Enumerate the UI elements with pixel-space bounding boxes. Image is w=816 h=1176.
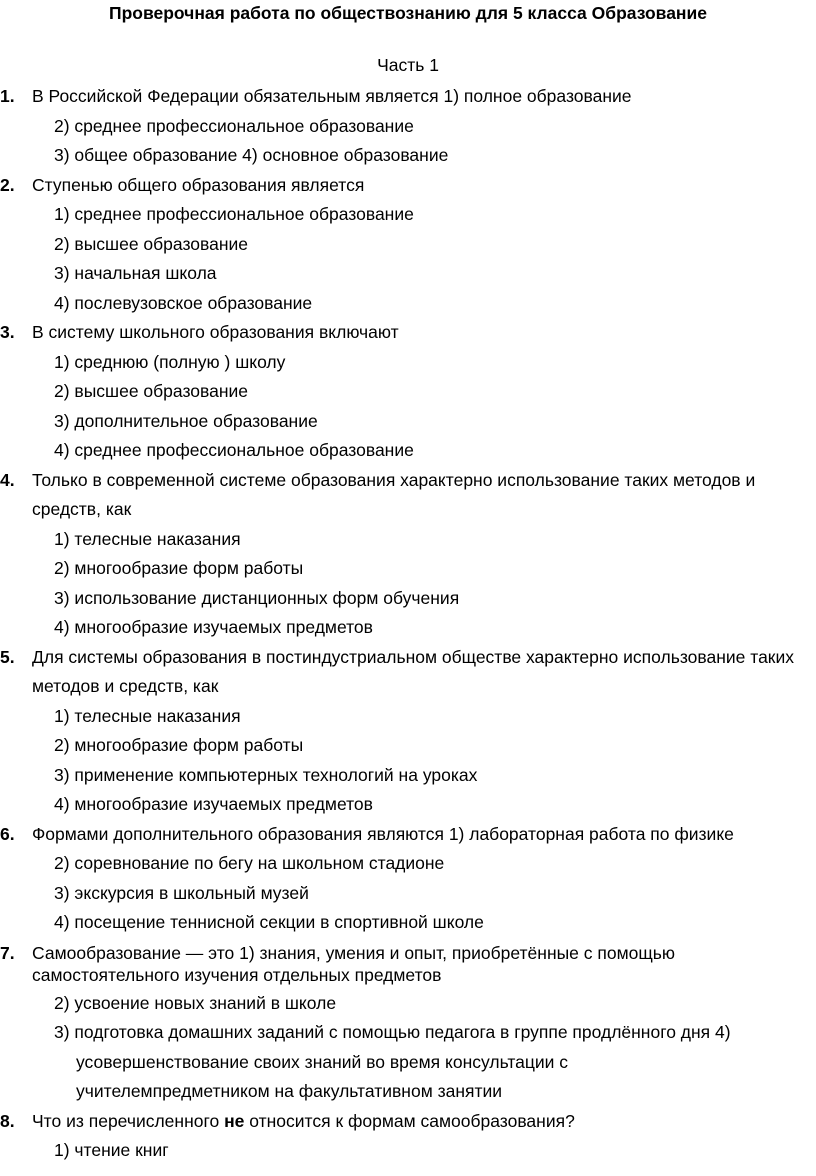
question-text: Только в современной системе образования характерно использование таких методов и средств, как xyxy=(32,469,756,519)
answer-option: 1) среднюю (полную ) школу xyxy=(54,351,286,372)
answer-option: 4) многообразие изучаемых предметов xyxy=(54,794,373,814)
answer-option: 1) телесные наказания xyxy=(54,528,241,549)
question-6 xyxy=(0,820,816,938)
question-text: В Российской Федерации обязательным является 1) полное образование xyxy=(32,86,632,106)
question-number: 4. xyxy=(0,469,15,490)
answer-option: 3) экскурсия в школьный музей xyxy=(54,882,309,903)
question-text: Ступенью общего образования является xyxy=(32,174,365,195)
answer-option: 2) усвоение новых знаний в школе xyxy=(54,992,337,1013)
question-4 xyxy=(0,466,816,643)
question-number: 7. xyxy=(0,942,15,963)
question-7 xyxy=(0,938,816,1107)
question-list xyxy=(0,82,816,1166)
question-5 xyxy=(0,643,816,820)
answer-option: 2) высшее образование xyxy=(54,233,249,254)
answer-option: 3) общее образование 4) основное образование xyxy=(54,145,449,165)
question-text-before: Что из перечисленного xyxy=(32,1110,225,1131)
question-text: Самообразование — это 1) знания, умения и опыт, приобретённые с помощью самостоятельного изучения отдельных предметов xyxy=(32,942,676,985)
question-number: 8. xyxy=(0,1110,15,1131)
question-text: В систему школьного образования включают xyxy=(32,322,399,342)
answer-option: 1) среднее профессиональное образование xyxy=(54,204,414,224)
answer-option: 3) дополнительное образование xyxy=(54,410,318,431)
question-number: 6. xyxy=(0,823,15,844)
answer-option: 1) телесные наказания xyxy=(54,705,241,726)
answer-option: 3) применение компьютерных технологий на уроках xyxy=(54,764,478,785)
question-number: 1. xyxy=(0,86,15,106)
question-number: 3. xyxy=(0,322,15,342)
question-text-emphasis: не xyxy=(224,1110,245,1131)
answer-option: 3) использование дистанционных форм обучения xyxy=(54,587,460,608)
answer-option: 4) многообразие изучаемых предметов xyxy=(54,617,373,637)
answer-option: 4) послевузовское образование xyxy=(54,292,313,313)
question-2 xyxy=(0,171,816,319)
answer-option-continuation: усовершенствование своих знаний во время консультации с xyxy=(76,1051,569,1072)
answer-option: 3) подготовка домашних заданий с помощью педагога в группе продлённого дня 4) xyxy=(54,1022,731,1042)
answer-option: 2) соревнование по бегу на школьном стадионе xyxy=(54,853,445,873)
answer-option: 3) начальная школа xyxy=(54,263,217,283)
answer-option: 1) чтение книг xyxy=(54,1140,169,1160)
answer-option: 4) среднее профессиональное образование xyxy=(54,440,414,460)
question-text: Для системы образования в постиндустриальном обществе характерно использование таких методов и средств, как xyxy=(32,646,794,696)
question-number: 5. xyxy=(0,646,15,667)
question-text: Формами дополнительного образования являются 1) лабораторная работа по физике xyxy=(32,823,734,844)
question-3 xyxy=(0,318,816,466)
answer-option: 4) посещение теннисной секции в спортивной школе xyxy=(54,912,484,932)
answer-option: 2) многообразие форм работы xyxy=(54,558,304,578)
answer-option-continuation: учителемпредметником на факультативном занятии xyxy=(76,1081,503,1101)
answer-option: 2) многообразие форм работы xyxy=(54,735,304,755)
question-1 xyxy=(0,82,816,171)
answer-option: 2) высшее образование xyxy=(54,381,249,401)
question-number: 2. xyxy=(0,174,15,195)
page-title: Проверочная работа по обществознанию для 5 класса Образование xyxy=(109,3,707,23)
question-8 xyxy=(0,1107,816,1166)
question-text-after: относится к формам самообразования? xyxy=(244,1110,575,1131)
answer-option: 2) среднее профессиональное образование xyxy=(54,115,414,136)
part-heading: Часть 1 xyxy=(377,55,439,75)
